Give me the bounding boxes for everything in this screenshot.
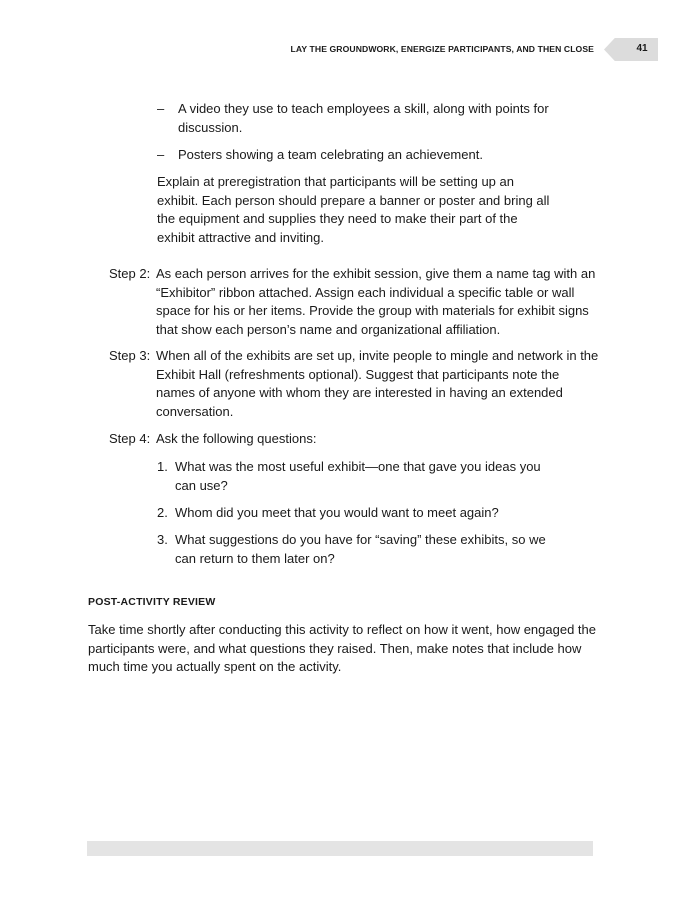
footer-bar <box>87 841 593 856</box>
page-number: 41 <box>636 43 648 54</box>
section-heading: POST-ACTIVITY REVIEW <box>88 596 216 608</box>
question-number: 3. <box>157 532 168 547</box>
question-item <box>157 458 557 495</box>
step-label: Step 4: <box>109 431 151 446</box>
step-label: Step 3: <box>109 348 151 363</box>
step-text: As each person arrives for the exhibit session, give them a name tag with an “Exhibitor” ribbon attached. Assign each individual a specific table or wall space for his or her items. Provide the group with materials for exhibit signs that show each person’s name and organizational affiliation. <box>156 266 596 337</box>
question-text: What was the most useful exhibit—one that gave you ideas you can use? <box>175 459 541 493</box>
question-number: 2. <box>157 505 168 520</box>
step-text: Ask the following questions: <box>156 431 317 446</box>
step-4 <box>109 430 599 449</box>
dash-bullet: – <box>157 101 165 116</box>
list-item-text: Posters showing a team celebrating an achievement. <box>178 147 483 162</box>
dash-bullet: – <box>157 147 165 162</box>
step-text: When all of the exhibits are set up, invite people to mingle and network in the Exhibit Hall (refreshments optional). Suggest that participants note the names of anyone with whom they are interested in having an extended conversation. <box>156 348 599 419</box>
post-activity-paragraph: Take time shortly after conducting this activity to reflect on how it went, how engaged the participants were, and what questions they raised. Then, make notes that include how much time you actually spent on the activity. <box>88 622 596 674</box>
question-number: 1. <box>157 459 168 474</box>
question-text: What suggestions do you have for “saving” these exhibits, so we can return to them later on? <box>175 532 546 566</box>
running-head: LAY THE GROUNDWORK, ENERGIZE PARTICIPANTS, AND THEN CLOSE <box>290 44 594 54</box>
question-text: Whom did you meet that you would want to meet again? <box>175 505 499 520</box>
list-item <box>157 146 557 165</box>
list-item <box>157 100 557 137</box>
step-2 <box>109 265 599 339</box>
list-item-text: A video they use to teach employees a skill, along with points for discussion. <box>178 101 549 135</box>
step-label: Step 2: <box>109 266 151 281</box>
question-item <box>157 504 557 523</box>
step-3 <box>109 347 599 421</box>
intro-paragraph: Explain at preregistration that participants will be setting up an exhibit. Each person should prepare a banner or poster and bring all the equipment and supplies they need to make their part of the exhibit attractive and inviting. <box>157 174 550 245</box>
question-item <box>157 531 557 568</box>
